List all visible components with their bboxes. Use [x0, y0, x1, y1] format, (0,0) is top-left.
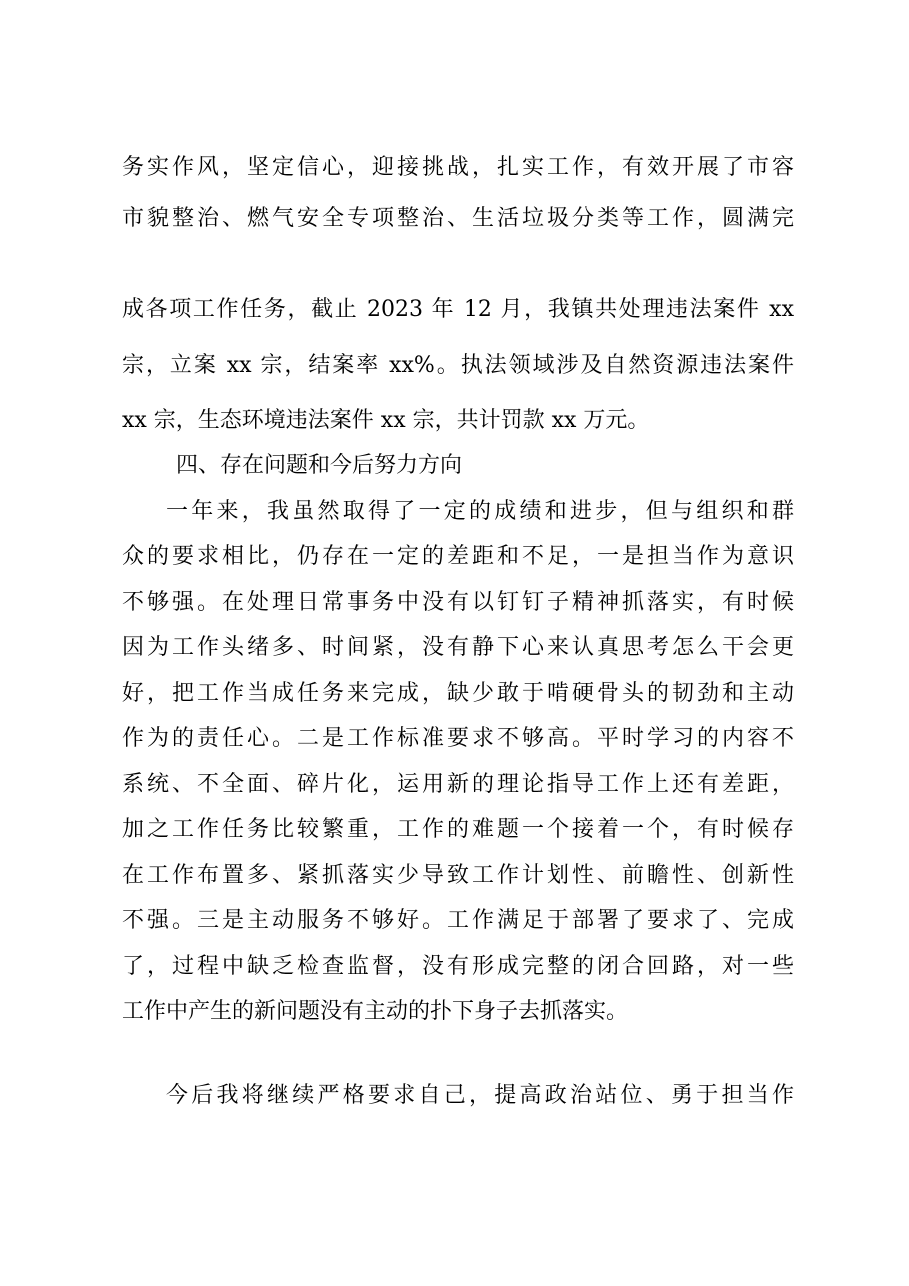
paragraph-line: 众的要求相比，仍存在一定的差距和不足，一是担当作为意识	[122, 544, 794, 569]
paragraph-line: 今后我将继续严格要求自己，提高政治站位、勇于担当作	[166, 1083, 794, 1108]
paragraph-line: 市貌整治、燃气安全专项整治、生活垃圾分类等工作，圆满完	[122, 206, 794, 231]
paragraph-line: 加之工作任务比较繁重，工作的难题一个接着一个，有时候存	[122, 817, 794, 842]
paragraph-line: 工作中产生的新问题没有主动的扑下身子去抓落实。	[122, 999, 629, 1024]
paragraph-line: 作为的责任心。二是工作标准要求不够高。平时学习的内容不	[122, 726, 794, 751]
paragraph-line: 成各项工作任务，截止 2023 年 12 月，我镇共处理违法案件 xx	[122, 297, 794, 322]
paragraph-line: 好，把工作当成任务来完成，缺少敢于啃硬骨头的韧劲和主动	[122, 681, 794, 706]
paragraph-line: xx 宗，生态环境违法案件 xx 宗，共计罚款 xx 万元。	[122, 408, 650, 433]
paragraph-line: 一年来，我虽然取得了一定的成绩和进步，但与组织和群	[166, 499, 794, 524]
paragraph-line: 不强。三是主动服务不够好。工作满足于部署了要求了、完成	[122, 908, 794, 933]
paragraph-line: 不够强。在处理日常事务中没有以钉钉子精神抓落实，有时候	[122, 590, 794, 615]
paragraph-line: 了，过程中缺乏检查监督，没有形成完整的闭合回路，对一些	[122, 954, 794, 979]
paragraph-line: 系统、不全面、碎片化，运用新的理论指导工作上还有差距，	[122, 772, 794, 797]
paragraph-line: 在工作布置多、紧抓落实少导致工作计划性、前瞻性、创新性	[122, 863, 794, 888]
paragraph-line: 务实作风，坚定信心，迎接挑战，扎实工作，有效开展了市容	[122, 155, 794, 180]
paragraph-line: 因为工作头绪多、时间紧，没有静下心来认真思考怎么干会更	[122, 635, 794, 660]
section-heading: 四、存在问题和今后努力方向	[176, 453, 463, 478]
paragraph-line: 宗，立案 xx 宗，结案率 xx%。执法领域涉及自然资源违法案件	[122, 353, 794, 378]
